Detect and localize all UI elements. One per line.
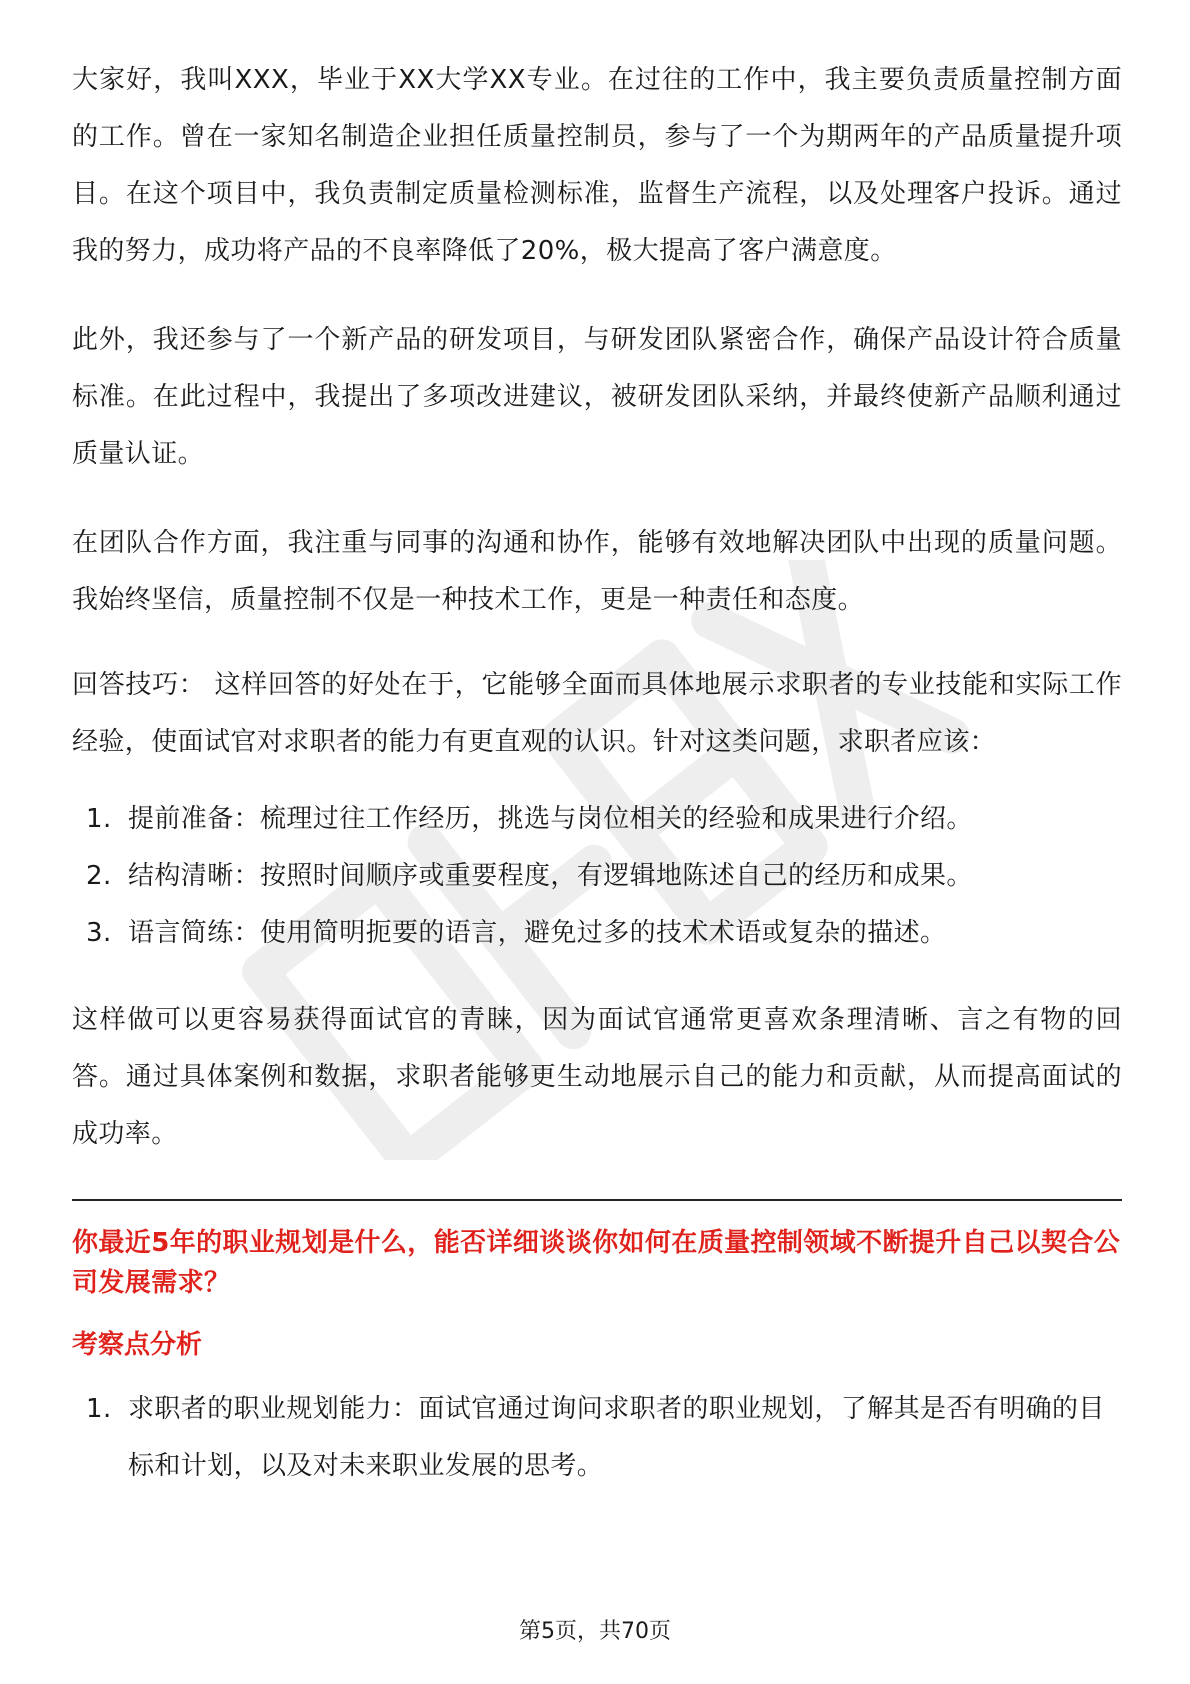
analysis-heading: 考察点分析: [72, 1330, 203, 1360]
list-text: 结构清晰：按照时间顺序或重要程度，有逻辑地陈述自己的经历和成果。: [128, 861, 973, 891]
list-item: [72, 905, 1122, 962]
list-item: [72, 848, 1122, 905]
document-content: [72, 52, 1122, 1495]
paragraph-rnd-project: 此外，我还参与了一个新产品的研发项目，与研发团队紧密合作，确保产品设计符合质量标准。在此过程中，我提出了多项改进建议，被研发团队采纳，并最终使新产品顺利通过质量认证。: [72, 325, 1122, 469]
list-item: [72, 791, 1122, 848]
paragraph-teamwork: 在团队合作方面，我注重与同事的沟通和协作，能够有效地解决团队中出现的质量问题。我始终坚信，质量控制不仅是一种技术工作，更是一种责任和态度。: [72, 528, 1122, 615]
list-number: 2.: [86, 861, 112, 891]
list-number: 3.: [86, 918, 112, 948]
list-text: 求职者的职业规划能力：面试官通过询问求职者的职业规划，了解其是否有明确的目标和计划，以及对未来职业发展的思考。: [128, 1394, 1105, 1481]
paragraph-experience: 大家好，我叫XXX，毕业于XX大学XX专业。在过往的工作中，我主要负责质量控制方面的工作。曾在一家知名制造企业担任质量控制员，参与了一个为期两年的产品质量提升项目。在这个项目中，我负责制定质量检测标准，监督生产流程，以及处理客户投诉。通过我的努力，成功将产品的不良率降低了20%，极大提高了客户满意度。: [72, 65, 1122, 266]
list-text: 语言简练：使用简明扼要的语言，避免过多的技术术语或复杂的描述。: [128, 918, 947, 948]
page-number: 第5页，共70页: [519, 1619, 671, 1644]
section-divider: [72, 1199, 1122, 1201]
paragraph-answer-tips: 回答技巧： 这样回答的好处在于，它能够全面而具体地展示求职者的专业技能和实际工作经验，使面试官对求职者的能力有更直观的认识。针对这类问题，求职者应该：: [72, 670, 1122, 757]
list-text: 提前准备：梳理过往工作经历，挑选与岗位相关的经验和成果进行介绍。: [128, 804, 973, 834]
analysis-list: [72, 1381, 1122, 1495]
list-number: 1.: [86, 804, 112, 834]
paragraph-conclusion: 这样做可以更容易获得面试官的青睐，因为面试官通常更喜欢条理清晰、言之有物的回答。通过具体案例和数据，求职者能够更生动地展示自己的能力和贡献，从而提高面试的成功率。: [72, 1005, 1122, 1149]
list-number: 1.: [86, 1394, 112, 1424]
interview-question: 你最近5年的职业规划是什么，能否详细谈谈你如何在质量控制领域不断提升自己以契合公司发展需求？: [72, 1228, 1121, 1298]
tips-list: [72, 791, 1122, 962]
list-item: [72, 1381, 1122, 1495]
